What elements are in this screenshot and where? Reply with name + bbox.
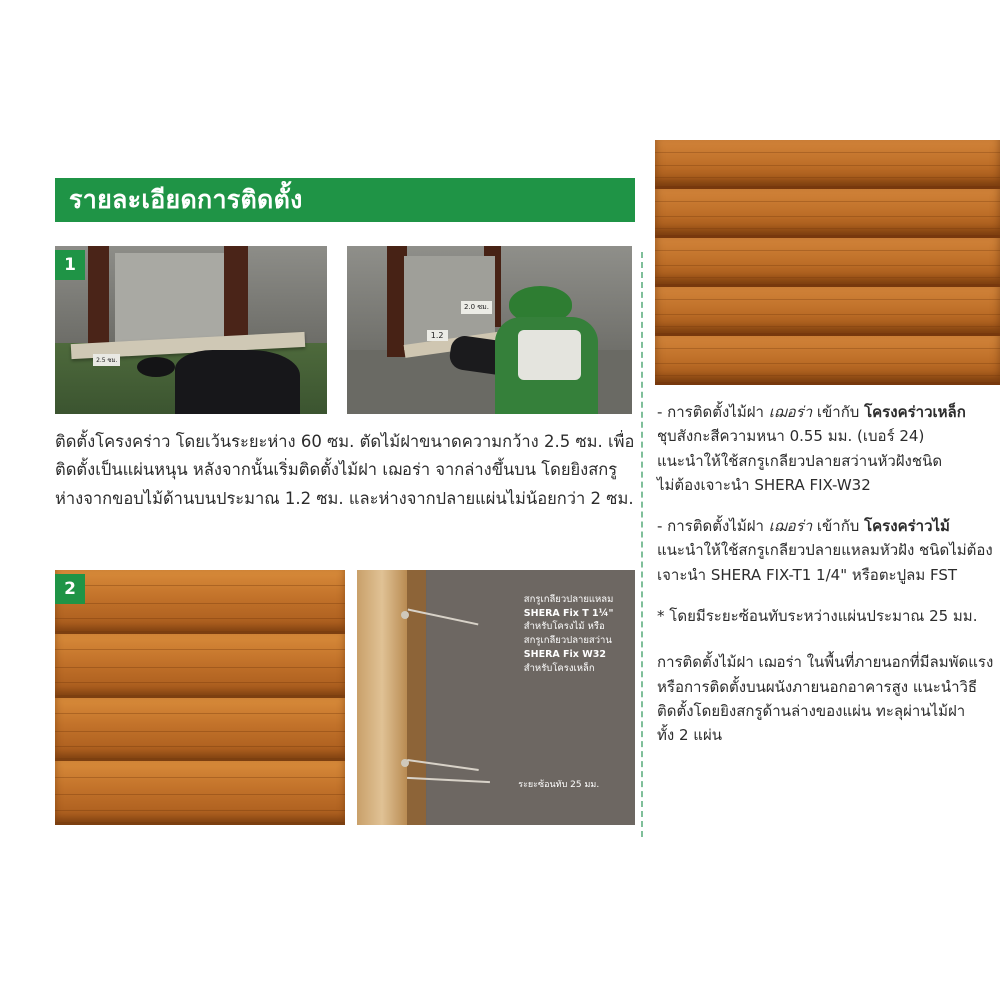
- wood-texture-closeup-photo: [655, 140, 1000, 385]
- vertical-divider: [641, 252, 643, 837]
- section-header: [55, 178, 635, 222]
- wood-grain-siding-photo: [55, 570, 345, 825]
- screw-detail-diagram: [357, 570, 635, 825]
- screw-caption: สกรูเกลียวปลายแหลม SHERA Fix T 1¼" สำหรับโครงไม้ หรือ สกรูเกลียวปลายสว่าน SHERA Fix W32 สำหรับโครงเหล็ก: [523, 593, 614, 674]
- step-badge-1: 1: [55, 250, 85, 280]
- overlap-label: ระยะซ้อนทับ 25 มม.: [518, 779, 600, 790]
- spec-item-wood-frame: - การติดตั้งไม้ฝา เฌอร่า เข้ากับ โครงคร่าวไม้ แนะนำให้ใช้สกรูเกลียวปลายแหลมหัวฝัง ชนิดไม่ต้อง เจาะนำ SHERA FIX-T1 1/4" หรือตะปูลม FST: [657, 517, 993, 584]
- worker-installing-photo: [347, 246, 632, 414]
- page-title: รายละเอียดการติดตั้ง: [69, 185, 303, 214]
- installation-details-title-bar: [55, 178, 635, 222]
- framing-installation-photo: [55, 246, 327, 414]
- step-badge-2: 2: [55, 574, 85, 604]
- overlap-note: * โดยมีระยะซ้อนทับระหว่างแผ่นประมาณ 25 มม.: [657, 607, 978, 626]
- dimension-label-25cm: 2.5 ซม.: [93, 354, 120, 366]
- specification-panel: [657, 400, 997, 748]
- spec-item-steel-frame: - การติดตั้งไม้ฝา เฌอร่า เข้ากับ โครงคร่าวเหล็ก ชุบสังกะสีความหนา 0.55 มม. (เบอร์ 24) แนะนำให้ใช้สกรูเกลียวปลายสว่านหัวฝังชนิด ไม่ต้องเจาะนำ SHERA FIX-W32: [657, 403, 966, 494]
- dimension-label-20cm: 2.0 ซม.: [461, 301, 492, 314]
- step1-paragraph: ติดตั้งโครงคร่าว โดยเว้นระยะห่าง 60 ซม. ตัดไม้ฝาขนาดความกว้าง 2.5 ซม. เพื่อติดตั้งเป็นแผ่นหนุน หลังจากนั้นเริ่มติดตั้งไม้ฝา เฌอร่า จากล่างขึ้นบน โดยยิงสกรูห่างจากขอบไม้ด้านบนประมาณ 1.2 ซม. และห่างจากปลายแผ่นไม่น้อยกว่า 2 ซม.: [55, 432, 635, 508]
- high-wind-installation-note: การติดตั้งไม้ฝา เฌอร่า ในพื้นที่ภายนอกที่มีลมพัดแรง หรือการติดตั้งบนผนังภายนอกอาคารสูง แนะนำวิธี ติดตั้งโดยยิงสกรูด้านล่างของแผ่น ทะลุผ่านไม้ฝา ทั้ง 2 แผ่น: [657, 653, 994, 745]
- dimension-label-12: 1.2: [427, 330, 448, 341]
